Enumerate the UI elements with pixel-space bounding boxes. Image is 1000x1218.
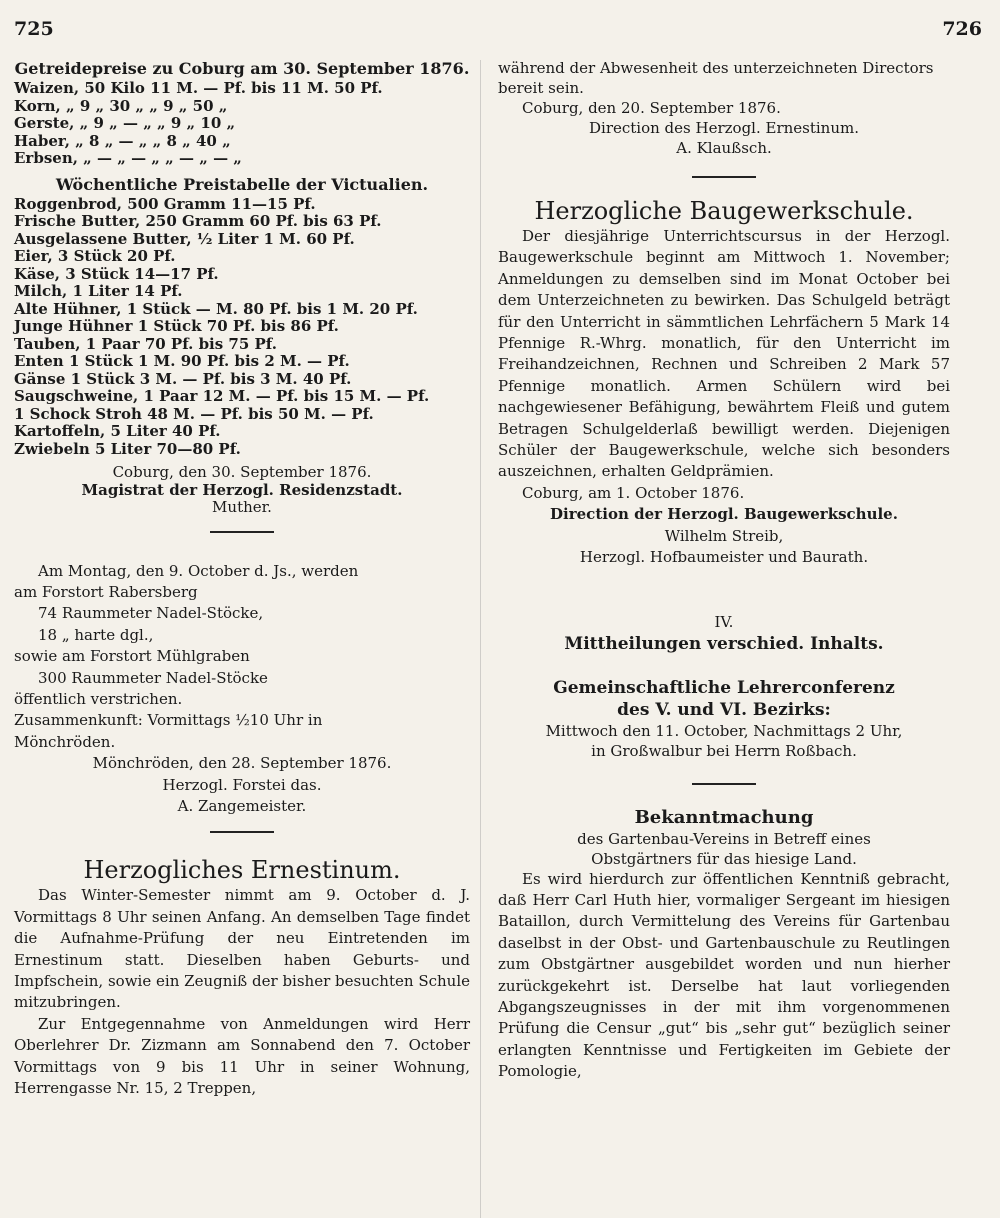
conference-subtitle: des V. und VI. Bezirks: xyxy=(617,699,831,720)
grain-row: Haber, „ 8 „ — „ „ 8 „ 40 „ xyxy=(14,131,231,150)
ernestinum-notice xyxy=(14,855,470,1099)
gardening-notice xyxy=(498,807,950,1083)
victuals-name: Muther. xyxy=(212,498,272,516)
grain-prices xyxy=(14,58,470,168)
baugewerkschule-name: Wilhelm Streib, xyxy=(664,526,784,545)
baugewerkschule-text: Der diesjährige Unterrichtscursus in der Herzogl. Baugewerkschule beginnt am Mittwoch 1. November; Anmeldungen zu demselben sind im Monat October bei dem Unterzeichneten zu bewirken. Das Schulgeld beträgt für den Unterricht in sämmtlichen Lehrfächern 5 Mark 14 Pfennige R.-Whrg. monatlich, für den Unterricht im Freihandzeichnen, Rechnen und Schreiben 2 Mark 57 Pfennige monatlich. Armen Schülern wird bei nachgewiesener Befähigung, bewährtem Fleiß und gutem Betragen Schulgelderlaß bewilligt werden. Diejenigen Schüler der Baugewerkschule, welche sich besonders auszeichnen, erhalten Geldprämien. xyxy=(498,227,950,481)
ernestinum-para: Das Winter-Semester nimmt am 9. October d. J. Vormittags 8 Uhr seinen Anfang. An demselben Tage findet die Aufnahme-Prüfung der neu Eintretenden im Ernestinum statt. Dieselben haben Geburts- und Impfschein, sowie ein Zeugniß der bisher besuchten Schule mitzubringen. xyxy=(14,886,470,1012)
conference-title: Gemeinschaftliche Lehrerconferenz xyxy=(553,677,895,698)
victual-row: Frische Butter, 250 Gramm 60 Pf. bis 63 Pf. xyxy=(14,212,382,230)
separator xyxy=(210,831,274,833)
wood-name: A. Zangemeister. xyxy=(177,796,307,815)
wood-line: Mönchröden. xyxy=(14,732,116,751)
baugewerkschule-date: Coburg, am 1. October 1876. xyxy=(522,483,745,502)
ernestinum-cont-line: bereit sein. xyxy=(498,79,584,97)
separator xyxy=(692,176,756,178)
section-numeral: IV. xyxy=(714,612,734,631)
notice-text: Es wird hierdurch zur öffentlichen Kenntniß gebracht, daß Herr Carl Huth hier, vormaliger Sergeant im hiesigen Bataillon, durch Vermittelung des Vereins für Gartenbau daselbst in der Obst- und Gartenbauschule zu Reutlingen zum Obstgärtner ausgebildet worden und nun hierher zurückgekehrt ist. Derselbe hat laut vorliegenden Abgangszeugnisses in der mit ihm vorgenommenen Prüfung die Censur „gut“ bis „sehr gut“ bezüglich seiner erlangten Kenntnisse und Fertigkeiten im Gebiete der Pomologie, xyxy=(498,869,950,1081)
section-heading xyxy=(498,611,950,655)
teacher-conference xyxy=(498,677,950,761)
grain-row: Korn, „ 9 „ 30 „ „ 9 „ 50 „ xyxy=(14,96,228,115)
conference-line: in Großwalbur bei Herrn Roßbach. xyxy=(591,741,857,760)
wood-auction xyxy=(14,561,470,818)
victual-row: 1 Schock Stroh 48 M. — Pf. bis 50 M. — Pf. xyxy=(14,404,374,423)
victual-row: Eier, 3 Stück 20 Pf. xyxy=(14,247,176,265)
grain-row: Waizen, 50 Kilo 11 M. — Pf. bis 11 M. 50 Pf. xyxy=(14,79,383,97)
ernestinum-title: Herzogliches Ernestinum. xyxy=(83,856,401,885)
victuals-prices xyxy=(14,174,470,517)
conference-line: Mittwoch den 11. October, Nachmittags 2 Uhr, xyxy=(545,721,903,740)
left-column xyxy=(14,58,470,1099)
section-title: Mittheilungen verschied. Inhalts. xyxy=(564,633,884,654)
notice-subtitle: Obstgärtners für das hiesige Land. xyxy=(591,849,857,868)
victuals-title: Wöchentliche Preistabelle der Victualien. xyxy=(55,174,429,194)
victual-row: Roggenbrod, 500 Gramm 11—15 Pf. xyxy=(14,194,316,213)
grain-row: Gerste, „ 9 „ — „ „ 9 „ 10 „ xyxy=(14,114,236,132)
victuals-date: Coburg, den 30. September 1876. xyxy=(112,463,372,481)
victual-row: Milch, 1 Liter 14 Pf. xyxy=(14,282,183,300)
victual-row: Gänse 1 Stück 3 M. — Pf. bis 3 M. 40 Pf. xyxy=(14,369,352,388)
notice-subtitle: des Gartenbau-Vereins in Betreff eines xyxy=(577,829,871,848)
page-number-right: 726 xyxy=(942,18,982,40)
column-divider xyxy=(480,60,481,1218)
separator xyxy=(692,783,756,785)
wood-line: am Forstort Rabersberg xyxy=(14,582,198,601)
separator xyxy=(210,531,274,533)
wood-date: Mönchröden, den 28. September 1876. xyxy=(92,754,392,773)
ernestinum-cont-line: während der Abwesenheit des unterzeichneten Directors xyxy=(498,59,934,77)
page-number-left: 725 xyxy=(14,18,54,40)
victual-row: Ausgelassene Butter, ½ Liter 1 M. 60 Pf. xyxy=(14,229,355,248)
baugewerkschule-role: Herzogl. Hofbaumeister und Baurath. xyxy=(579,548,869,567)
victual-row: Saugschweine, 1 Paar 12 M. — Pf. bis 15 M. — Pf. xyxy=(14,387,430,405)
victual-row: Alte Hühner, 1 Stück — M. 80 Pf. bis 1 M. 20 Pf. xyxy=(14,299,418,318)
ernestinum-cont-name: A. Klaußsch. xyxy=(676,139,772,157)
wood-line: öffentlich verstrichen. xyxy=(14,689,183,708)
wood-line: sowie am Forstort Mühlgraben xyxy=(14,647,250,666)
wood-office: Herzogl. Forstei das. xyxy=(162,775,322,794)
wood-line: 18 „ harte dgl., xyxy=(38,625,154,644)
victual-row: Kartoffeln, 5 Liter 40 Pf. xyxy=(14,422,221,440)
ernestinum-continued xyxy=(498,58,950,158)
right-column xyxy=(498,58,950,1083)
notice-title: Bekanntmachung xyxy=(634,806,814,828)
baugewerkschule-title: Herzogliche Baugewerkschule. xyxy=(534,197,914,225)
grain-prices-title: Getreidepreise zu Coburg am 30. September 1876. xyxy=(14,59,470,78)
victual-row: Tauben, 1 Paar 70 Pf. bis 75 Pf. xyxy=(14,334,277,353)
ernestinum-cont-date: Coburg, den 20. September 1876. xyxy=(522,99,781,117)
baugewerkschule-signer: Direction der Herzogl. Baugewerkschule. xyxy=(550,505,898,524)
wood-line: 300 Raummeter Nadel-Stöcke xyxy=(38,668,268,687)
wood-line: Am Montag, den 9. October d. Js., werden xyxy=(38,561,359,580)
victual-row: Enten 1 Stück 1 M. 90 Pf. bis 2 M. — Pf. xyxy=(14,352,350,370)
victual-row: Zwiebeln 5 Liter 70—80 Pf. xyxy=(14,439,241,458)
victual-row: Junge Hühner 1 Stück 70 Pf. bis 86 Pf. xyxy=(14,317,339,335)
victual-row: Käse, 3 Stück 14—17 Pf. xyxy=(14,264,219,283)
ernestinum-para: Zur Entgegennahme von Anmeldungen wird Herr Oberlehrer Dr. Zizmann am Sonnabend den 7. October Vormittags von 9 bis 11 Uhr in seiner Wohnung, Herrengasse Nr. 15, 2 Treppen, xyxy=(14,1014,470,1098)
wood-line: 74 Raummeter Nadel-Stöcke, xyxy=(38,604,264,623)
grain-row: Erbsen, „ — „ — „ „ — „ — „ xyxy=(14,149,242,167)
ernestinum-cont-signer: Direction des Herzogl. Ernestinum. xyxy=(589,119,859,137)
wood-line: Zusammenkunft: Vormittags ½10 Uhr in xyxy=(14,711,323,730)
baugewerkschule-notice xyxy=(498,196,950,569)
victuals-signer: Magistrat der Herzogl. Residenzstadt. xyxy=(81,480,403,499)
